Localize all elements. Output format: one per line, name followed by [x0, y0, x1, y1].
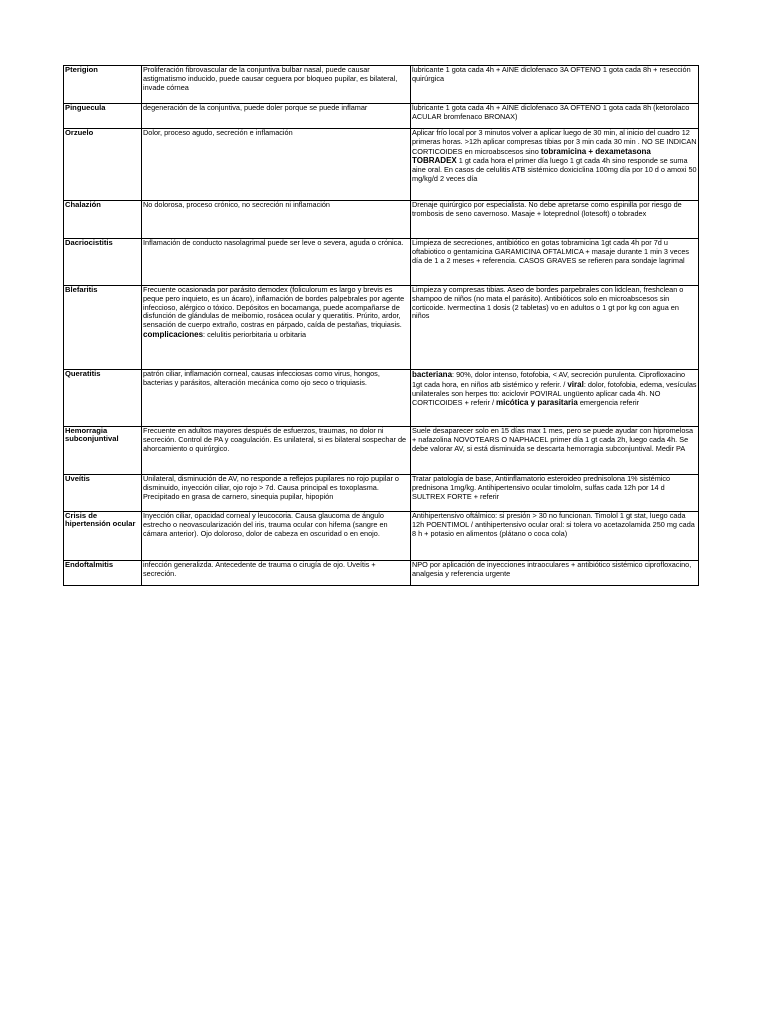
condition-treatment: Limpieza de secreciones, antibiótico en gotas tobramicina 1gt cada 4h por 7d u oftabiotico o gentamicina GARAMICINA OFTALMICA + masaje durante 1 min 3 veces día de 1 a 2 meses + referencia. CASOS GRAVES se refieren para sondaje lagrimal	[411, 239, 699, 286]
condition-name: Uveítis	[64, 475, 142, 512]
table-row	[64, 104, 699, 129]
condition-description: Dolor, proceso agudo, secreción e inflamación	[142, 129, 411, 201]
condition-treatment: Limpieza y compresas tibias. Aseo de bordes parpebrales con lidclean, freshclean o shampoo de niños (no mata el parásito). Antibióticos solo en microabscesos sin corticoide. Ivermectina 1 dosis (2 tabletas) vo en adultos o 1 gt por kg con agua en niños	[411, 286, 699, 370]
table-row	[64, 286, 699, 370]
condition-description	[142, 286, 411, 370]
condition-treatment	[411, 370, 699, 427]
condition-description: No dolorosa, proceso crónico, no secreción ni inflamación	[142, 201, 411, 239]
condition-treatment: NPO por aplicación de inyecciones intraoculares + antibiótico sistémico ciprofloxacino, analgesia y referencia urgente	[411, 561, 699, 586]
complications-label: complicaciones	[143, 329, 204, 339]
condition-name: Endoftalmitis	[64, 561, 142, 586]
table-row	[64, 561, 699, 586]
condition-name: Orzuelo	[64, 129, 142, 201]
condition-treatment: Antihipertensivo oftálmico: si presión > 30 no funcionan. Timolol 1 gt stat, luego cada 12h POENTIMOL / antihipertensivo ocular oral: si tolera vo acetazolamida 250 mg cada 8 h + potasio en alimentos (plátano o coca cola)	[411, 512, 699, 561]
condition-name: Chalazión	[64, 201, 142, 239]
conditions-table	[63, 65, 699, 586]
treatment-text: : 90%, dolor intenso, fotofobia, < AV, secreción purulenta. Ciprofloxacino 1gt cada hora, en niños atb sistémico y referir. /	[412, 370, 686, 389]
table-row	[64, 427, 699, 475]
bacterial-label: bacteriana	[412, 370, 453, 379]
table-row	[64, 370, 699, 427]
condition-treatment: Drenaje quirúrgico por especialista. No debe apretarse como espinilla por riesgo de trombosis de seno cavernoso. Masaje + loteprednol (lotesoft) o tobradex	[411, 201, 699, 239]
condition-description: Inflamación de conducto nasolagrimal puede ser leve o severa, aguda o crónica.	[142, 239, 411, 286]
condition-description: Frecuente en adultos mayores después de esfuerzos, traumas, no dolor ni secreción. Control de PA y coagulación. Es unilateral, si es bilateral sospechar de ahorcamiento o quirúrgico.	[142, 427, 411, 475]
condition-description: infección generalizda. Antecedente de trauma o cirugía de ojo. Uveítis + secreción.	[142, 561, 411, 586]
condition-description: Inyección ciliar, opacidad corneal y leucocoria. Causa glaucoma de ángulo estrecho o neovascularización del iris, trauma ocular con hifema (sangre en cámara anterior). Ojo doloroso, dolor de cabeza en oscuridad o en enojo.	[142, 512, 411, 561]
description-text: Frecuente ocasionada por parásito demodex (foliculorum es largo y brevis es peque pero inquieto, es un ácaro), inflamación de bordes palpebrales por agente infeccioso, alérgico o tóxico. Depósitos en bocamanga, puede acompañarse de disfunción de glándulas de meibomio, rosácea ocular y queratitis. Prúrito, ardor, sensación de cuerpo extraño, costras en párpado, caída de pestañas, triquiasis.	[143, 285, 405, 329]
condition-description: Unilateral, disminución de AV, no responde a reflejos pupilares no rojo pupilar o disminuido, inyección ciliar, ojo rojo > 7d. Causa principal es toxoplasma. Precipitado en grasa de carnero, sinequia pupilar, hipopión	[142, 475, 411, 512]
viral-label: viral	[567, 379, 584, 389]
table-row	[64, 512, 699, 561]
condition-name: Crisis de hipertensión ocular	[64, 512, 142, 561]
condition-name: Hemorragia subconjuntival	[64, 427, 142, 475]
condition-treatment: Tratar patología de base, Antiinflamatorio esteroideo prednisolona 1% sistémico prednisona 1mg/kg. Antihipertensivo ocular timololm, sulfas cada 12h por 14 d SULTREX FORTE + referir	[411, 475, 699, 512]
table-row	[64, 239, 699, 286]
table-row	[64, 201, 699, 239]
condition-name: Pterigion	[64, 66, 142, 104]
table-row	[64, 66, 699, 104]
condition-treatment	[411, 129, 699, 201]
condition-name: Pinguecula	[64, 104, 142, 129]
treatment-drug-highlight: tobramicina + dexametasona TOBRADEX	[412, 146, 651, 166]
description-text: : celulitis periorbitaria u orbitaria	[203, 329, 307, 339]
table-row	[64, 475, 699, 512]
condition-name: Blefaritis	[64, 286, 142, 370]
treatment-text: emergencia referir	[577, 398, 640, 408]
condition-description: patrón ciliar, inflamación corneal, causas infecciosas como virus, hongos, bacterias y parásitos, alteración mecánica como ojo seco o triquiasis.	[142, 370, 411, 427]
treatment-text: : dolor, fotofobia, edema, vesículas unilaterales son herpes tto: aciclovir POVIRAL ungüento aplicar cada 4h. NO CORTICOIDES + referir /	[412, 379, 697, 408]
condition-description: Proliferación fibrovascular de la conjuntiva bulbar nasal, puede causar astigmatismo inducido, puede causar ceguera por bloqueo pupilar, es bilateral, invade córnea	[142, 66, 411, 104]
condition-name: Dacriocistitis	[64, 239, 142, 286]
treatment-text: Aplicar frío local por 3 minutos volver a aplicar luego de 30 min, al inicio del cuadro 12 primeras horas. >12h aplicar compresas tibias por 3 min cada 30 min . NO SE INDICAN CORTICOIDES en microabscesos sino	[412, 128, 697, 156]
condition-treatment: lubricante 1 gota cada 4h + AINE diclofenaco 3A OFTENO 1 gota cada 8h + resección quirúrgica	[411, 66, 699, 104]
treatment-text: 1 gt cada hora el primer día luego 1 gt cada 4h sino responde se suma aine oral. En casos de celulitis ATB sistémico doxiciclina 100mg día por 10 d o amoxi 50 mg/kg/d 2 veces día	[412, 156, 697, 183]
condition-name: Queratitis	[64, 370, 142, 427]
condition-description: degeneración de la conjuntiva, puede doler porque se puede inflamar	[142, 104, 411, 129]
table-row	[64, 129, 699, 201]
mycotic-label: micótica y parasitaria	[496, 398, 578, 408]
condition-treatment: lubricante 1 gota cada 4h + AINE diclofenaco 3A OFTENO 1 gota cada 8h (ketorolaco ACULAR bromfenaco BRONAX)	[411, 104, 699, 129]
condition-treatment: Suele desaparecer solo en 15 días max 1 mes, pero se puede ayudar con hipromelosa + nafazolina NOVOTEARS O NAPHACEL primer día 1 gt cada 2h, luego cada 4h. Se debe valorar AV, si está disminuida se descarta hemorragia subconjuntival. Medir PA	[411, 427, 699, 475]
